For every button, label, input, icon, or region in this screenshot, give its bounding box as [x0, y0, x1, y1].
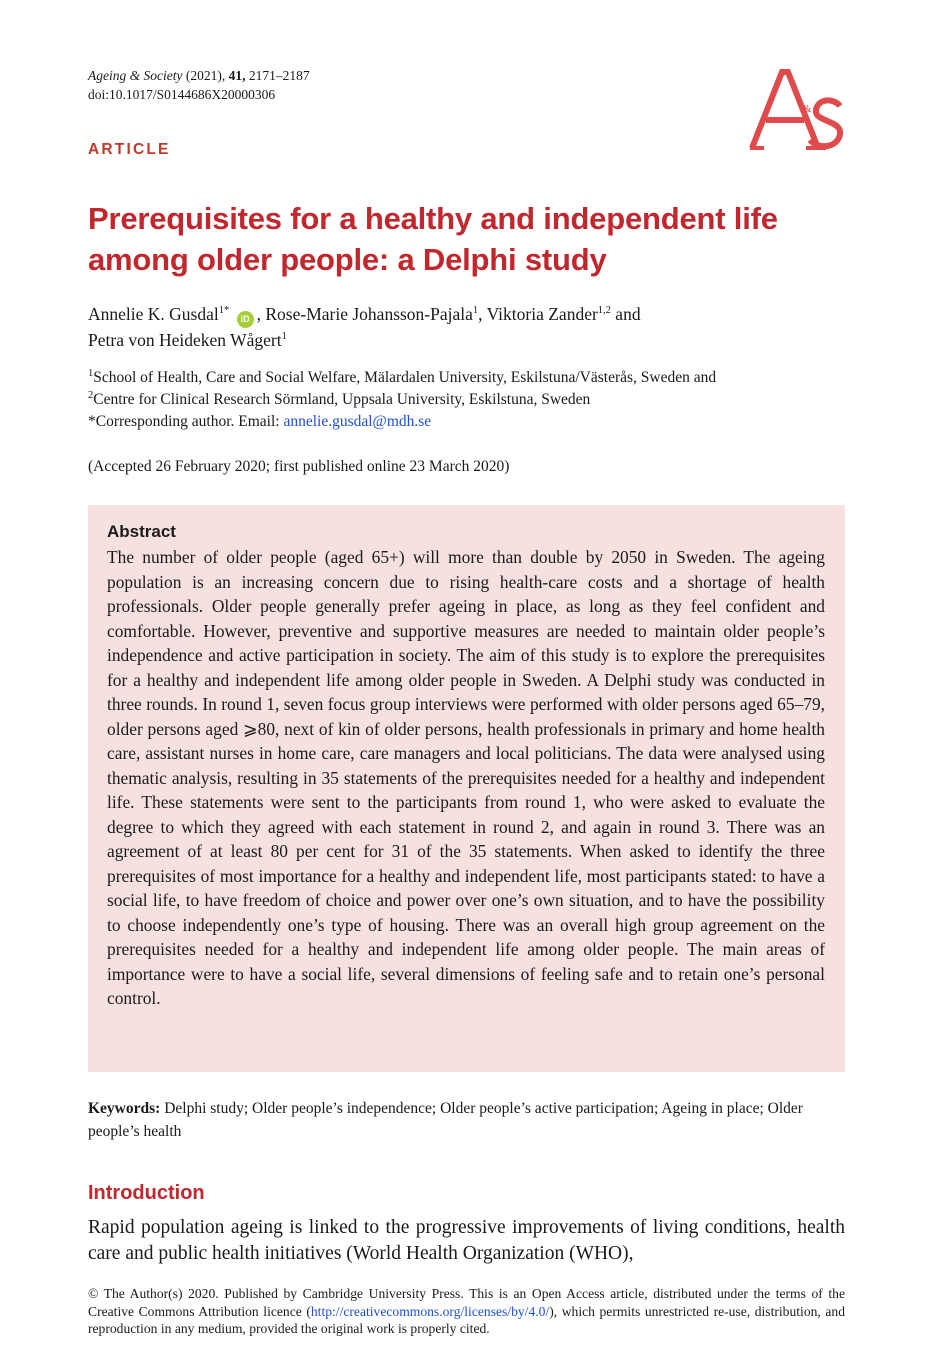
article-title: Prerequisites for a healthy and independent life among older people: a Delphi study: [88, 201, 778, 277]
affiliation-2: [88, 389, 848, 411]
email-link[interactable]: annelie.gusdal@mdh.se: [283, 413, 432, 430]
abstract-heading: Abstract: [107, 522, 176, 541]
abstract-box: [88, 505, 845, 1072]
affiliation-marker: 2: [88, 389, 94, 401]
author-name[interactable]: , Viktoria Zander: [478, 304, 598, 324]
author-conjunction: and: [610, 304, 641, 324]
journal-volume: 41,: [228, 68, 246, 83]
corresponding-label: *Corresponding author. Email:: [88, 413, 284, 430]
journal-year: (2021),: [185, 68, 226, 83]
keywords-label: Keywords:: [88, 1100, 161, 1117]
journal-pages: 2171–2187: [248, 68, 310, 83]
journal-name: Ageing & Society: [88, 68, 183, 83]
author-list: [88, 302, 848, 353]
introduction-heading: Introduction: [88, 1182, 205, 1204]
affiliation-text: School of Health, Care and Social Welfare, Mälardalen University, Eskilstuna/Västerås, Sweden and: [93, 369, 717, 386]
author-affiliation-marker: 1*: [218, 305, 230, 317]
journal-line: [88, 66, 310, 85]
journal-logo: [748, 68, 848, 154]
corresponding-author: [88, 411, 848, 433]
license-text: © The Author(s) 2020. Published by Cambridge University Press. This is an Open Access article, distributed under the terms of the Creative Commons Attribution licence (: [88, 1286, 845, 1319]
introduction-text: Rapid population ageing is linked to the progressive improvements of living conditions, health care and public health initiatives (World Health Organization (WHO),: [88, 1217, 845, 1264]
journal-citation: [88, 66, 310, 104]
affiliations: [88, 367, 848, 433]
author-name[interactable]: , Rose-Marie Johansson-Pajala: [256, 304, 473, 324]
license-link[interactable]: http://creativecommons.org/licenses/by/4.0/: [310, 1303, 550, 1319]
orcid-icon[interactable]: iD: [237, 311, 254, 328]
affiliation-1: [88, 367, 848, 389]
license-text-end: ), which permits unrestricted re-use, distribution, and reproduction in any medium, provided the original work is properly cited.: [88, 1303, 846, 1336]
license-footer: [88, 1285, 845, 1338]
abstract-text: The number of older people (aged 65+) will more than double by 2050 in Sweden. The ageing population is an increasing concern due to rising health-care costs and a shortage of health professionals. Older people generally prefer ageing in place, as long as they feel confident and comfortable. However, preventive and supportive measures are needed to maintain older people’s independence and active participation in society. The aim of this study is to explore the prerequisites for a healthy and independent life among older people in Sweden. A Delphi study was conducted in three rounds. In round 1, seven focus group interviews were performed with older persons aged 65–79, older persons aged ⩾80, next of kin of older persons, health professionals in primary and home health care, assistant nurses in home care, care managers and local politicians. The data were analysed using thematic analysis, resulting in 35 statements of the prerequisites needed for a healthy and independent life. These statements were sent to the participants from round 1, who were asked to evaluate the degree to which they agreed with each statement in round 2, and again in round 3. There was an agreement of at least 80 per cent for 31 of the 35 statements. When asked to identify the three prerequisites of most importance for a healthy and independent life, most participants stated: to have a social life, to have freedom of choice and power over one’s own situation, and to have the possibility to choose independently one’s type of housing. There was an overall high group agreement on the prerequisites needed for a healthy and independent life among older people. The main areas of importance were to have a social life, several dimensions of feeling safe and to retain one’s personal control.: [107, 547, 825, 1008]
author-affiliation-marker: 1: [472, 305, 479, 317]
author-name[interactable]: Petra von Heideken Wågert: [88, 330, 282, 350]
affiliation-text: Centre for Clinical Research Sörmland, Uppsala University, Eskilstuna, Sweden: [93, 391, 591, 408]
journal-doi[interactable]: doi:10.1017/S0144686X20000306: [88, 87, 276, 102]
publication-dates: (Accepted 26 February 2020; first published online 23 March 2020): [88, 458, 510, 475]
author-name[interactable]: Annelie K. Gusdal: [88, 304, 219, 324]
keywords: [88, 1097, 845, 1143]
as-logo-icon: [748, 68, 848, 154]
article-type-label: ARTICLE: [88, 141, 171, 158]
author-affiliation-marker: 1: [281, 331, 287, 343]
affiliation-marker: 1: [88, 367, 94, 379]
keywords-text: Delphi study; Older people’s independence; Older people’s active participation; Ageing in place; Older people’s health: [88, 1100, 803, 1140]
logo-ampersand: &: [803, 103, 812, 115]
author-affiliation-marker: 1,2: [597, 305, 611, 317]
